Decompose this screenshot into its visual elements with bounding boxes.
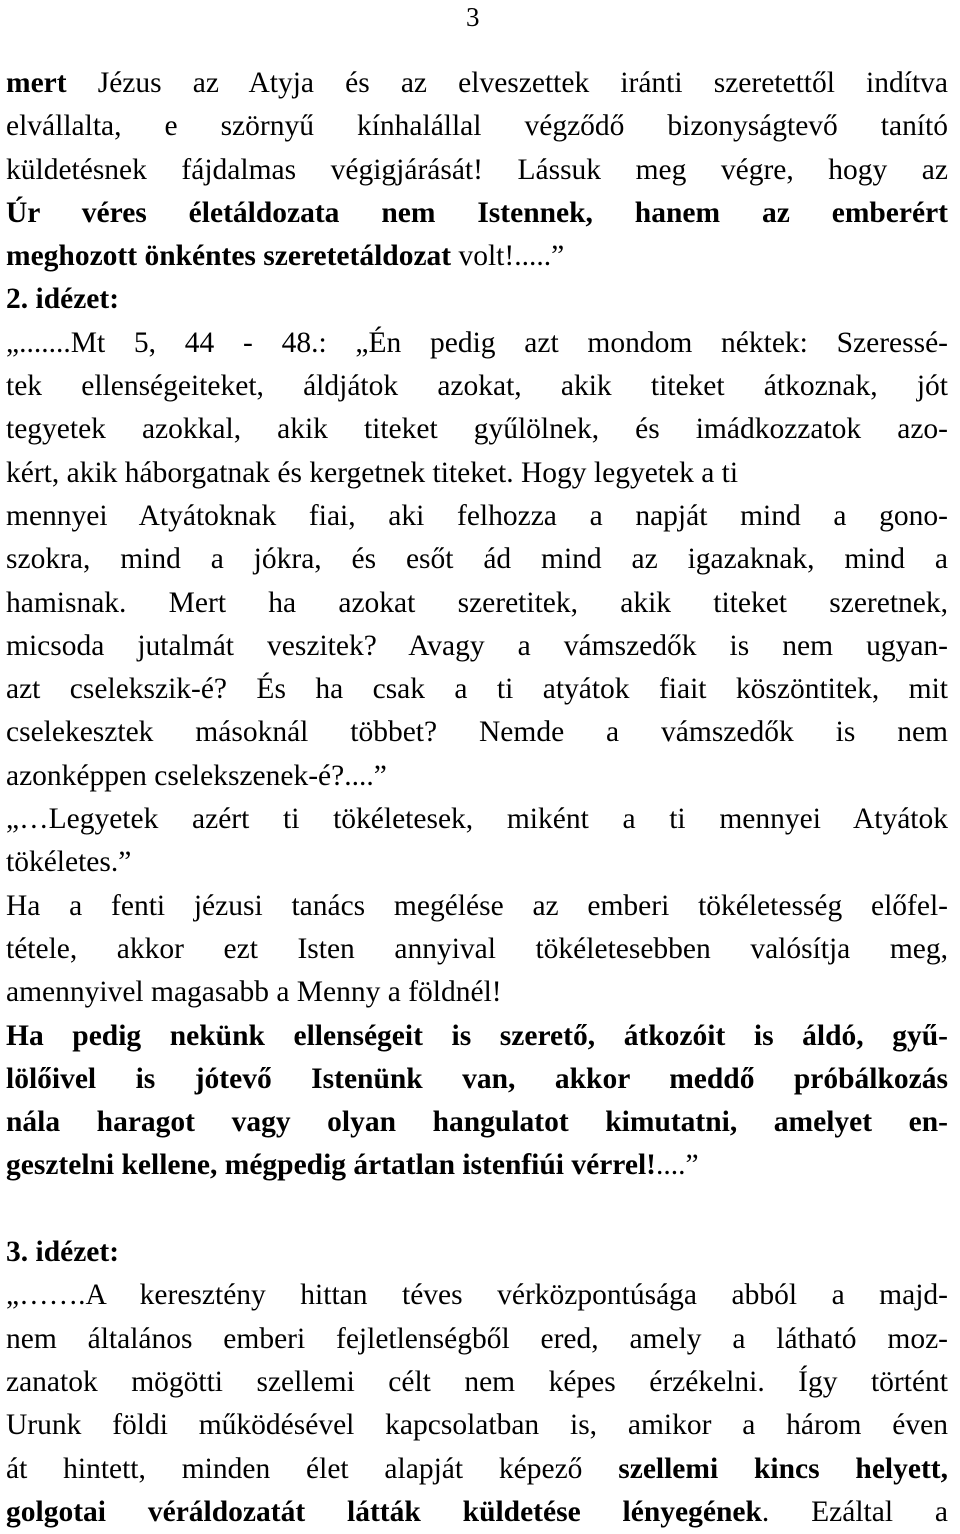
text-line (6, 1144, 948, 1187)
text-run: Jézus az Atyja és az elveszettek iránti szeretettől indítva (66, 67, 948, 99)
text-run: át hintett, minden élet alapját képező (6, 1452, 619, 1485)
text-run: mennyei Atyátoknak fiai, aki felhozza a napját mind a gono- (6, 499, 948, 532)
text-run: volt!.....” (451, 240, 565, 273)
bold-text: golgotai véráldozatát látták küldetése lényegének (6, 1495, 762, 1528)
bold-text: lölőivel is jótevő Istenünk van, akkor meddő próbálkozás (6, 1062, 948, 1095)
text-line (6, 1231, 948, 1274)
body-text (6, 62, 948, 1534)
text-line (6, 149, 948, 192)
bold-text: szellemi kincs helyett, (618, 1452, 948, 1485)
text-run: tökéletes.” (6, 846, 132, 879)
blank-line (6, 1188, 948, 1231)
text-line (6, 582, 948, 625)
text-line (6, 625, 948, 668)
text-run: . Ezáltal a (761, 1495, 948, 1528)
bold-text: 3. idézet: (6, 1236, 120, 1269)
text-line (6, 538, 948, 581)
text-run: szokra, mind a jókra, és esőt ád mind az igazaknak, mind a (6, 543, 948, 576)
text-run: „…….A keresztény hittan téves vérközpontúsága abból a majd- (6, 1279, 948, 1312)
text-line (6, 322, 948, 365)
bold-text: 2. idézet: (6, 283, 120, 316)
text-line (6, 841, 948, 884)
bold-text: Ha pedig nekünk ellenségeit is szerető, átkozóit is áldó, gyű- (6, 1019, 948, 1052)
text-run: azonképpen cselekszenek-é?....” (6, 759, 387, 792)
text-line (6, 192, 948, 235)
text-run: tek ellenségeiteket, áldjátok azokat, akik titeket átkoznak, jót (6, 370, 948, 403)
text-run: hamisnak. Mert ha azokat szeretitek, akik titeket szeretnek, (6, 586, 948, 619)
bold-text: Úr véres életáldozata nem Istennek, hanem az emberért (6, 196, 948, 229)
text-run: micsoda jutalmát veszitek? Avagy a vámszedők is nem ugyan- (6, 629, 948, 662)
text-line (6, 885, 948, 928)
text-line (6, 1404, 948, 1447)
bold-text: meghozott önkéntes szeretetáldozat (6, 240, 452, 273)
text-line (6, 1361, 948, 1404)
text-line (6, 711, 948, 754)
text-line (6, 278, 948, 321)
text-line (6, 971, 948, 1014)
text-run: azt cselekszik-é? És ha csak a ti atyátok fiait köszöntitek, mit (6, 673, 948, 706)
text-run: tegyetek azokkal, akik titeket gyűlölnek, és imádkozzatok azo- (6, 413, 948, 446)
page-number: 3 (466, 2, 480, 32)
text-run: küldetésnek fájdalmas végigjárását! Lássuk meg végre, hogy az (6, 153, 948, 186)
text-run: zanatok mögötti szellemi célt nem képes érzékelni. Így történt (6, 1365, 948, 1398)
text-line (6, 1058, 948, 1101)
text-run: ....” (655, 1149, 699, 1182)
text-run: tétele, akkor ezt Isten annyival tökéletesebben valósítja meg, (6, 932, 948, 965)
text-line (6, 452, 948, 495)
text-line (6, 408, 948, 451)
text-line (6, 798, 948, 841)
text-line (6, 755, 948, 798)
text-line (6, 928, 948, 971)
text-run: „.......Mt 5, 44 - 48.: „Én pedig azt mondom néktek: Szeressé- (6, 326, 948, 359)
text-line (6, 1101, 948, 1144)
text-line (6, 1448, 948, 1491)
bold-text: gesztelni kellene, mégpedig ártatlan istenfiúi vérrel! (6, 1149, 656, 1182)
text-line (6, 1274, 948, 1317)
text-run: elvállalta, e szörnyű kínhalállal végződő bizonyságtevő tanító (6, 110, 948, 143)
text-run: Ha a fenti jézusi tanács megélése az emberi tökéletesség előfel- (6, 889, 948, 922)
text-run: cselekesztek másoknál többet? Nemde a vámszedők is nem (6, 716, 948, 749)
text-run: kért, akik háborgatnak és kergetnek titeket. Hogy legyetek a ti (6, 456, 739, 489)
text-line (6, 668, 948, 711)
bold-text: mert (6, 67, 67, 99)
bold-text: nála haragot vagy olyan hangulatot kimutatni, amelyet en- (6, 1106, 948, 1139)
text-run: amennyivel magasabb a Menny a földnél! (6, 976, 502, 1009)
text-line (6, 365, 948, 408)
text-run: „…Legyetek azért ti tökéletesek, miként a ti mennyei Atyátok (6, 803, 948, 836)
text-line (6, 1491, 948, 1534)
text-line (6, 105, 948, 148)
text-line (6, 62, 948, 105)
text-line (6, 235, 948, 278)
text-run: Urunk földi működésével kapcsolatban is, amikor a három éven (6, 1409, 948, 1442)
text-run: nem általános emberi fejletlenségből ered, amely a látható moz- (6, 1322, 948, 1355)
text-line (6, 495, 948, 538)
text-line (6, 1318, 948, 1361)
text-line (6, 1015, 948, 1058)
